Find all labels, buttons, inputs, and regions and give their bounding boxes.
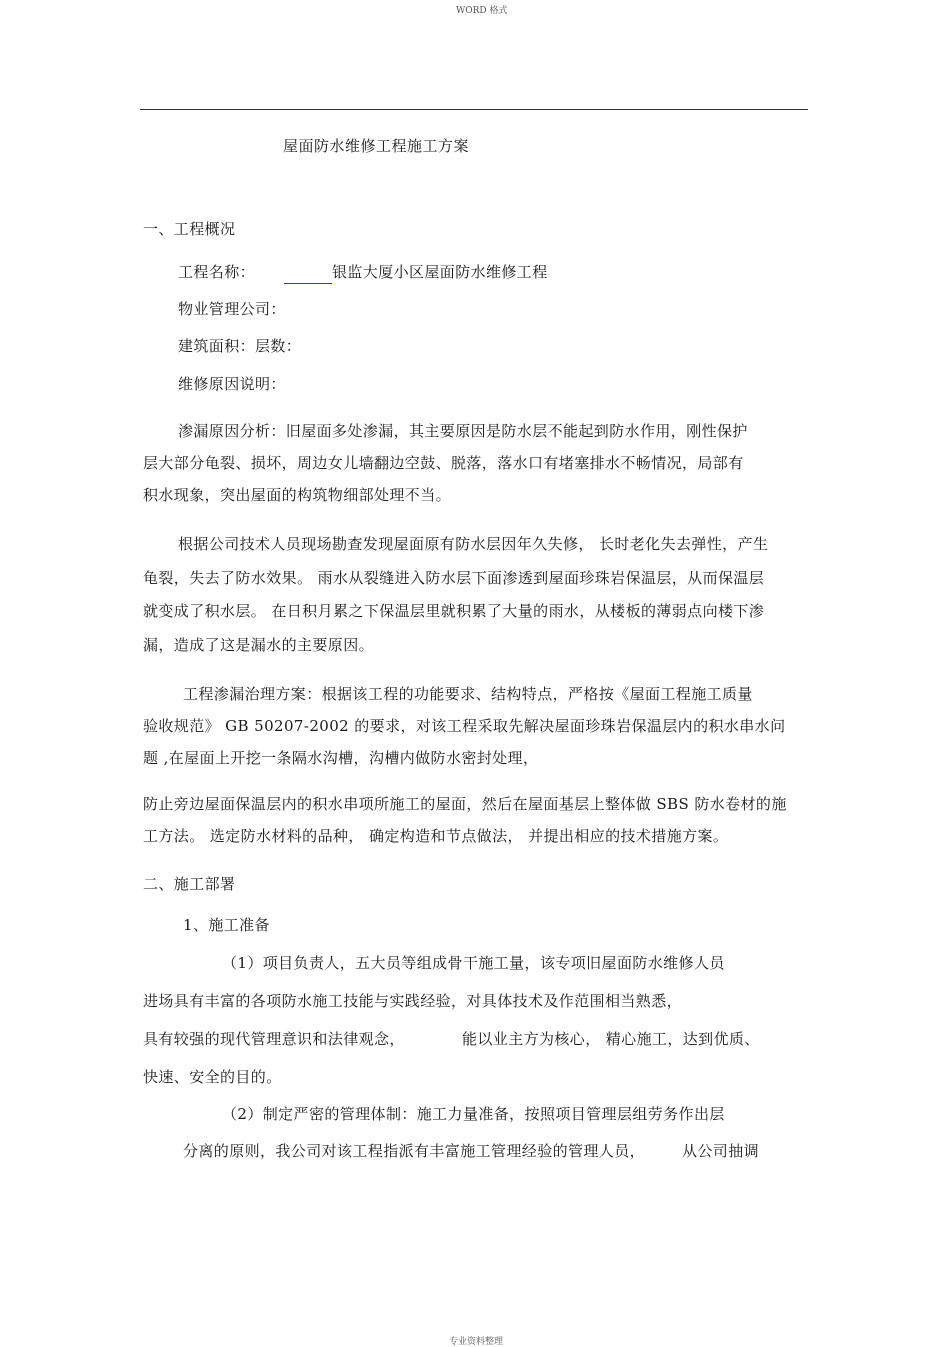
paragraph-line: 题 ,在屋面上开挖一条隔水沟槽，沟槽内做防水密封处理， [143, 749, 539, 767]
paragraph-line: 分离的原则，我公司对该工程指派有丰富施工管理经验的管理人员， [183, 1142, 646, 1160]
page-header: WORD 格式 [456, 6, 508, 16]
paragraph-line: 能以业主方为核心， 精心施工，达到优质、 [462, 1030, 760, 1048]
paragraph-line: 验收规范》 GB 50207-2002 的要求，对该工程采取先解决屋面珍珠岩保温层内的积水串水问 [143, 717, 786, 735]
paragraph-line: 根据公司技术人员现场勘查发现屋面原有防水层因年久失修， 长时老化失去弹性，产生 [178, 535, 769, 553]
paragraph-line: 积水现象，突出屋面的构筑物细部处理不当。 [143, 486, 452, 504]
paragraph-line: 工程渗漏治理方案：根据该工程的功能要求、结构特点，严格按《屋面工程施工质量 [183, 685, 753, 703]
page-footer: 专业资料整理 [449, 1337, 504, 1347]
property-company-label: 物业管理公司： [178, 300, 286, 318]
paragraph-line: 工方法。 选定防水材料的品种， 确定构造和节点做法， 并提出相应的技术措施方案。 [143, 827, 729, 845]
header-rule [140, 109, 808, 110]
paragraph-line: 漏，造成了这是漏水的主要原因。 [143, 636, 375, 654]
paragraph-line: （1）项目负责人，五大员等组成骨干施工量，该专项旧屋面防水维修人员 [222, 954, 725, 972]
subsection-heading: 1、施工准备 [183, 916, 270, 934]
repair-reason-label: 维修原因说明： [178, 375, 286, 393]
paragraph-line: （2）制定严密的管理体制：施工力量准备，按照项目管理层组劳务作出层 [222, 1105, 725, 1123]
document-title: 屋面防水维修工程施工方案 [283, 137, 470, 155]
paragraph-line: 进场具有丰富的各项防水施工技能与实践经验，对具体技术及作范围相当熟悉， [143, 992, 683, 1010]
paragraph-line: 快速、安全的目的。 [143, 1068, 282, 1086]
section-heading: 二、施工部署 [143, 875, 236, 893]
paragraph-line: 具有较强的现代管理意识和法律观念， [143, 1030, 405, 1048]
paragraph-line: 从公司抽调 [682, 1142, 760, 1160]
paragraph-line: 渗漏原因分析：旧屋面多处渗漏，其主要原因是防水层不能起到防水作用，刚性保护 [178, 422, 748, 440]
paragraph-line: 就变成了积水层。 在日积月累之下保温层里就积累了大量的雨水，从楼板的薄弱点向楼下渗 [143, 602, 765, 620]
paragraph-line: 龟裂，失去了防水效果。 雨水从裂缝进入防水层下面渗透到屋面珍珠岩保温层，从而保温层 [143, 569, 765, 587]
paragraph-line: 防止旁边屋面保温层内的积水串项所施工的屋面，然后在屋面基层上整体做 SBS 防水卷材的施 [143, 795, 787, 813]
project-name-label: 工程名称： [178, 263, 256, 281]
building-area-label: 建筑面积：层数： [178, 337, 302, 355]
blank-underline [284, 283, 332, 284]
section-heading: 一、工程概况 [143, 220, 236, 238]
paragraph-line: 层大部分龟裂、损坏，周边女儿墙翻边空鼓、脱落，落水口有堵塞排水不畅情况，局部有 [143, 454, 744, 472]
project-name-value: 银监大厦小区屋面防水维修工程 [332, 263, 548, 281]
